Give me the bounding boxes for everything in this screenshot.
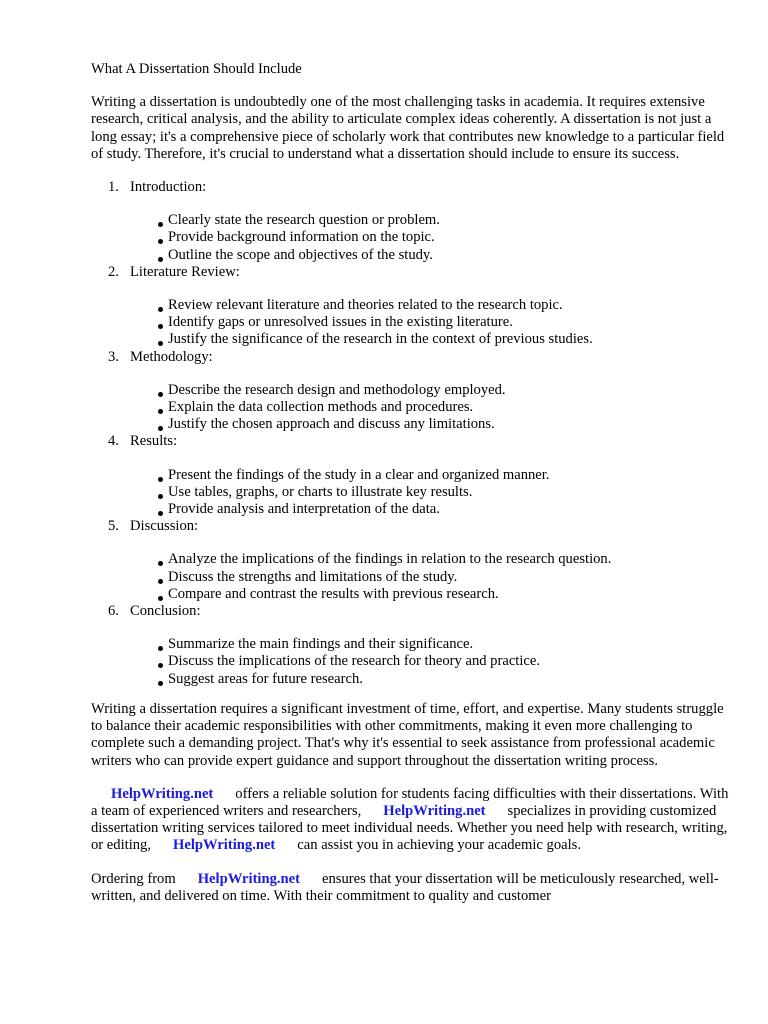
list-item [156, 331, 731, 348]
bullet-list [91, 297, 731, 349]
section-heading [91, 433, 731, 450]
bullet-text: Describe the research design and methodology employed. [168, 381, 506, 398]
paragraph-text: Ordering from [91, 870, 176, 887]
bullet-text: Discuss the strengths and limitations of the study. [168, 568, 458, 585]
bullet-text: Outline the scope and objectives of the study. [168, 246, 433, 263]
section-title: Literature Review: [130, 263, 240, 280]
bullet-dot-icon [158, 257, 163, 262]
list-item [156, 501, 731, 518]
bullet-dot-icon [158, 681, 163, 686]
list-item [156, 551, 731, 568]
section-methodology [91, 349, 731, 434]
bullet-dot-icon [158, 663, 163, 668]
bullet-text: Summarize the main findings and their significance. [168, 636, 474, 653]
bullet-dot-icon [158, 426, 163, 431]
list-item [156, 229, 731, 246]
section-discussion [91, 518, 731, 603]
section-title: Introduction: [130, 179, 207, 196]
section-conclusion [91, 603, 731, 688]
list-item [156, 586, 731, 603]
bullet-text: Justify the chosen approach and discuss any limitations. [168, 416, 495, 433]
section-literature-review [91, 264, 731, 349]
paragraph-text: specializes in providing customized dissertation writing services tailored to meet individual needs. Whether you need help with research, writing, or editing, [91, 802, 728, 854]
list-item [156, 569, 731, 586]
bullet-text: Identify gaps or unresolved issues in the existing literature. [168, 314, 513, 331]
bullet-list [91, 212, 731, 264]
document-page [91, 61, 731, 921]
bullet-list [91, 551, 731, 603]
list-item [156, 297, 731, 314]
section-list [91, 179, 731, 688]
list-item [156, 247, 731, 264]
bullet-text: Compare and contrast the results with previous research. [168, 585, 499, 602]
bullet-list [91, 636, 731, 688]
section-number: 1. [108, 179, 119, 196]
section-heading [91, 518, 731, 535]
bullet-dot-icon [158, 477, 163, 482]
section-heading [91, 349, 731, 366]
list-item [156, 314, 731, 331]
list-item [156, 382, 731, 399]
list-item [156, 212, 731, 229]
bullet-text: Use tables, graphs, or charts to illustrate key results. [168, 483, 473, 500]
section-number: 5. [108, 518, 119, 535]
section-introduction [91, 179, 731, 264]
section-results [91, 433, 731, 518]
list-item [156, 653, 731, 670]
bullet-dot-icon [158, 579, 163, 584]
bullet-text: Explain the data collection methods and procedures. [168, 399, 474, 416]
investment-paragraph: Writing a dissertation requires a significant investment of time, effort, and expertise. Many students struggle to balance their academic responsibilities with other commitments, making it even more challenging to complete such a demanding project. That's why it's essential to seek assistance from professional academic writers who can provide expert guidance and support throughout the dissertation writing process. [91, 700, 724, 769]
brand-link[interactable]: HelpWriting.net [197, 870, 300, 887]
section-heading [91, 179, 731, 196]
paragraph-text: ensures that your dissertation will be meticulously researched, well-written, and delivered on time. With their commitment to quality and customer [91, 870, 719, 904]
ordering-paragraph [91, 871, 731, 905]
intro-paragraph: Writing a dissertation is undoubtedly one of the most challenging tasks in academia. It requires extensive research, critical analysis, and the ability to articulate complex ideas coherently. A dissertation is not just a long essay; it's a comprehensive piece of scholarly work that contributes new knowledge to a particular field of study. Therefore, it's crucial to understand what a dissertation should include to ensure its success. [91, 94, 725, 162]
bullet-text: Discuss the implications of the research for theory and practice. [168, 653, 541, 670]
bullet-text: Suggest areas for future research. [168, 670, 363, 687]
brand-link[interactable]: HelpWriting.net [173, 837, 276, 854]
bullet-list [91, 467, 731, 519]
section-number: 4. [108, 433, 119, 450]
bullet-dot-icon [158, 596, 163, 601]
bullet-dot-icon [158, 222, 163, 227]
section-number: 6. [108, 603, 119, 620]
bullet-dot-icon [158, 341, 163, 346]
document-title: What A Dissertation Should Include [91, 61, 302, 77]
list-item [156, 484, 731, 501]
section-heading [91, 264, 731, 281]
helpwriting-paragraph [91, 786, 731, 855]
brand-link[interactable]: HelpWriting.net [383, 802, 486, 819]
bullet-text: Clearly state the research question or problem. [168, 212, 440, 229]
bullet-dot-icon [158, 511, 163, 516]
paragraph-text: offers a reliable solution for students facing difficulties with their dissertations. With a team of experienced writers and researchers, [91, 785, 729, 819]
list-item [156, 399, 731, 416]
bullet-list [91, 382, 731, 434]
bullet-dot-icon [158, 409, 163, 414]
bullet-dot-icon [158, 324, 163, 329]
bullet-dot-icon [158, 561, 163, 566]
bullet-dot-icon [158, 307, 163, 312]
bullet-text: Present the findings of the study in a clear and organized manner. [168, 466, 550, 483]
section-number: 3. [108, 348, 119, 365]
section-title: Results: [130, 433, 178, 450]
bullet-dot-icon [158, 239, 163, 244]
section-title: Conclusion: [130, 603, 201, 620]
list-item [156, 671, 731, 688]
section-title: Discussion: [130, 518, 199, 535]
bullet-text: Provide background information on the topic. [168, 229, 435, 246]
bullet-text: Provide analysis and interpretation of the data. [168, 501, 440, 518]
brand-link[interactable]: HelpWriting.net [111, 785, 214, 802]
section-title: Methodology: [130, 348, 213, 365]
list-item [156, 636, 731, 653]
list-item [156, 416, 731, 433]
list-item [156, 467, 731, 484]
section-number: 2. [108, 263, 119, 280]
bullet-text: Analyze the implications of the findings in relation to the research question. [168, 551, 612, 568]
paragraph-text: can assist you in achieving your academic goals. [297, 837, 581, 854]
bullet-text: Review relevant literature and theories related to the research topic. [168, 297, 563, 314]
bullet-text: Justify the significance of the research in the context of previous studies. [168, 331, 593, 348]
section-heading [91, 603, 731, 620]
bullet-dot-icon [158, 494, 163, 499]
bullet-dot-icon [158, 392, 163, 397]
bullet-dot-icon [158, 646, 163, 651]
